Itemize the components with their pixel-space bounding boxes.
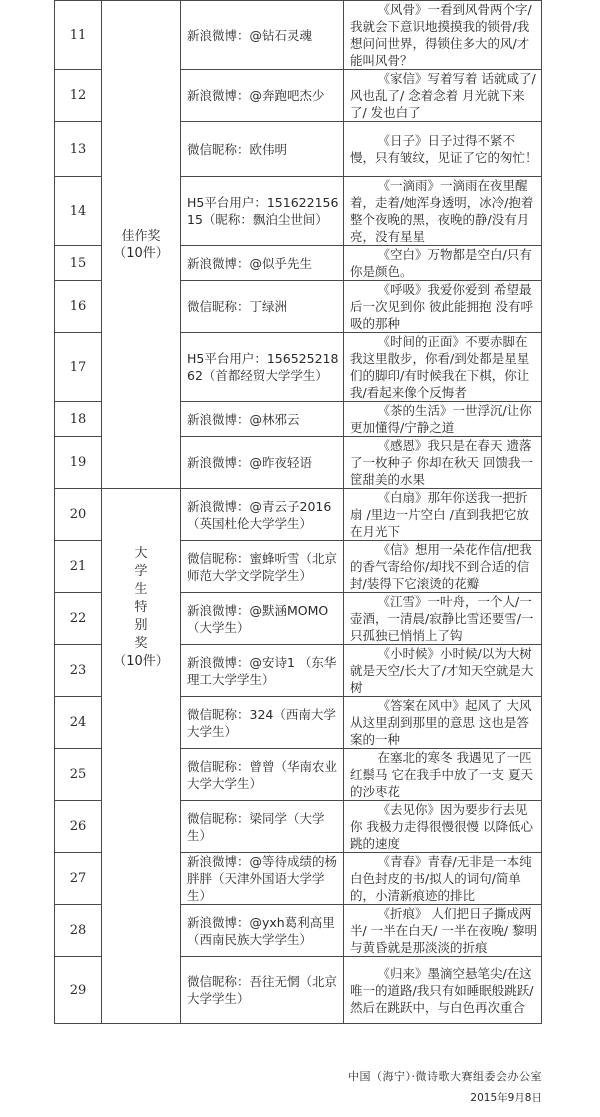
poem-text: 《答案在风中》起风了 大风从这里刮到那里的意思 这也是答案的一种 bbox=[350, 698, 532, 747]
poem-cell bbox=[344, 70, 542, 122]
row-number: 17 bbox=[55, 333, 102, 402]
poem-cell bbox=[344, 122, 542, 177]
row-number: 21 bbox=[55, 541, 102, 593]
row-number: 29 bbox=[55, 957, 102, 1024]
table-row bbox=[55, 489, 542, 541]
author-cell: 微信昵称：欧伟明 bbox=[181, 122, 344, 177]
poem-cell bbox=[344, 645, 542, 697]
row-number: 11 bbox=[55, 1, 102, 70]
author-cell: 新浪微博：@林邪云 bbox=[181, 402, 344, 437]
author-cell: 新浪微博：@安诗1 （东华理工大学学生） bbox=[181, 645, 344, 697]
poem-cell bbox=[344, 402, 542, 437]
category-label: 大学生特别奖 bbox=[134, 546, 148, 651]
poem-text: 《一滴雨》一滴雨在夜里醒着，走着/她浑身透明，冰冷/抱着整个夜晚的黑，夜晚的静/没有月亮，没有星星 bbox=[350, 178, 534, 244]
row-number: 26 bbox=[55, 801, 102, 853]
poem-cell bbox=[344, 177, 542, 246]
author-cell: 新浪微博：@默涵MOMO（大学生） bbox=[181, 593, 344, 645]
row-number: 18 bbox=[55, 402, 102, 437]
row-number: 15 bbox=[55, 246, 102, 281]
poem-cell bbox=[344, 281, 542, 333]
poem-cell bbox=[344, 957, 542, 1024]
row-number: 24 bbox=[55, 697, 102, 749]
author-cell: H5平台用户：15162215615（昵称：飘泊尘世间） bbox=[181, 177, 344, 246]
row-number: 12 bbox=[55, 70, 102, 122]
poem-cell bbox=[344, 333, 542, 402]
footer-organizer: 中国（海宁）·微诗歌大赛组委会办公室 bbox=[348, 1070, 542, 1083]
poem-text: 《去见你》因为要步行去见你 我极力走得很慢很慢 以降低心跳的速度 bbox=[350, 802, 533, 851]
row-number: 23 bbox=[55, 645, 102, 697]
poem-text: 《白扇》那年你送我一把折扇 /里边一片空白 /直到我把它放在月光下 bbox=[350, 490, 529, 539]
poem-cell bbox=[344, 593, 542, 645]
poem-text: 《茶的生活》一世浮沉/让你更加懂得/宁静之道 bbox=[350, 403, 532, 435]
poem-cell bbox=[344, 541, 542, 593]
poem-cell bbox=[344, 749, 542, 801]
poem-text: 《家信》写着写着 话就咸了/ 风也乱了/ 念着念着 月光就下来了/ 发也白了 bbox=[350, 71, 536, 120]
poem-text: 《时间的正面》不要赤脚在我这里散步，你看/到处都是星星们的脚印/有时候我在下棋，你让我/看起来像个反悔者 bbox=[350, 334, 530, 400]
table-row bbox=[55, 1, 542, 70]
category-label: 佳作奖（10件） bbox=[113, 228, 169, 261]
poem-cell bbox=[344, 801, 542, 853]
author-cell: 微信昵称：吾往无惘（北京大学学生） bbox=[181, 957, 344, 1024]
poem-text: 《归来》墨滴空悬笔尖/在这唯一的道路/我只有如睡眠般跳跃/然后在跳跃中，与白色再次重合 bbox=[350, 965, 534, 1015]
poem-text: 《江雪》一叶舟，一个人/一壶酒，一清晨/寂静比雪还要雪/一只孤独已悄悄上了钩 bbox=[350, 594, 534, 643]
author-cell: H5平台用户：15652521862（首都经贸大学学生） bbox=[181, 333, 344, 402]
author-cell: 新浪微博：@等待成绩的杨胖胖（天津外国语大学学生） bbox=[181, 853, 344, 905]
author-cell: 新浪微博：@奔跑吧杰少 bbox=[181, 70, 344, 122]
category-student-award bbox=[102, 489, 181, 1024]
author-cell: 微信昵称：梁同学（大学生） bbox=[181, 801, 344, 853]
poem-text: 《小时候》小时候/以为大树就是天空/长大了/才知天空就是大树 bbox=[350, 646, 534, 695]
poem-text: 《青春》青春/无非是一本纯白色封皮的书/拟人的词句/简单的，小清新痕迹的排比 bbox=[350, 854, 532, 903]
row-number: 16 bbox=[55, 281, 102, 333]
poem-cell bbox=[344, 437, 542, 489]
author-cell: 微信昵称：曾曾（华南农业大学大学生） bbox=[181, 749, 344, 801]
row-number: 28 bbox=[55, 905, 102, 957]
poem-cell bbox=[344, 489, 542, 541]
row-number: 14 bbox=[55, 177, 102, 246]
row-number: 22 bbox=[55, 593, 102, 645]
row-number: 19 bbox=[55, 437, 102, 489]
author-cell: 新浪微博：@钻石灵魂 bbox=[181, 1, 344, 70]
category-excellent-award bbox=[102, 1, 181, 489]
footer-date: 2015年9月8日 bbox=[470, 1092, 542, 1104]
poem-text: 《风骨》一看到风骨两个字/我就会下意识地摸摸我的锁骨/我想问问世界，得锁住多大的风/才能叫风骨？ bbox=[350, 2, 532, 68]
award-table-body bbox=[55, 1, 542, 1024]
poem-cell bbox=[344, 1, 542, 70]
row-number: 20 bbox=[55, 489, 102, 541]
row-number: 13 bbox=[55, 122, 102, 177]
poem-text: 在塞北的寒冬 我遇见了一匹红鬃马 它在我手中放了一支 夏天的沙枣花 bbox=[350, 750, 533, 799]
category-count: （10件） bbox=[113, 654, 169, 669]
row-number: 25 bbox=[55, 749, 102, 801]
author-cell: 新浪微博：@昨夜轻语 bbox=[181, 437, 344, 489]
poem-text: 《呼吸》我爱你爱到 希望最后一次见到你 彼此能拥抱 没有呼吸的那种 bbox=[350, 282, 533, 331]
poem-text: 《日子》日子过得不紧不慢，只有皱纹，见证了它的匆忙！ bbox=[350, 133, 538, 165]
author-cell: 新浪微博：@yxh葛利高里（西南民族大学学生） bbox=[181, 905, 344, 957]
author-cell: 新浪微博：@青云子2016 （英国杜伦大学学生） bbox=[181, 489, 344, 541]
poem-cell bbox=[344, 853, 542, 905]
poem-cell bbox=[344, 697, 542, 749]
poem-text: 《折痕》 人们把日子撕成两半/ 一半在白天/ 一半在夜晚/ 黎明与黄昏就是那淡淡的折痕 bbox=[350, 906, 538, 955]
poem-text: 《空白》万物都是空白/只有你是颜色。 bbox=[350, 247, 532, 279]
author-cell: 微信昵称：蜜蜂听雪（北京师范大学文学院学生） bbox=[181, 541, 344, 593]
row-number: 27 bbox=[55, 853, 102, 905]
author-cell: 新浪微博：@似乎先生 bbox=[181, 246, 344, 281]
author-cell: 微信昵称：丁绿洲 bbox=[181, 281, 344, 333]
poem-cell bbox=[344, 905, 542, 957]
award-table bbox=[54, 0, 542, 1024]
poem-text: 《信》想用一朵花作信/把我的香气寄给你/却找不到合适的信封/装得下它滚烫的花瓣 bbox=[350, 542, 532, 591]
author-cell: 微信昵称：324（西南大学大学生） bbox=[181, 697, 344, 749]
poem-text: 《感恩》我只是在春天 遗落了一枚种子 你却在秋天 回馈我一筐甜美的水果 bbox=[350, 438, 533, 487]
poem-cell bbox=[344, 246, 542, 281]
